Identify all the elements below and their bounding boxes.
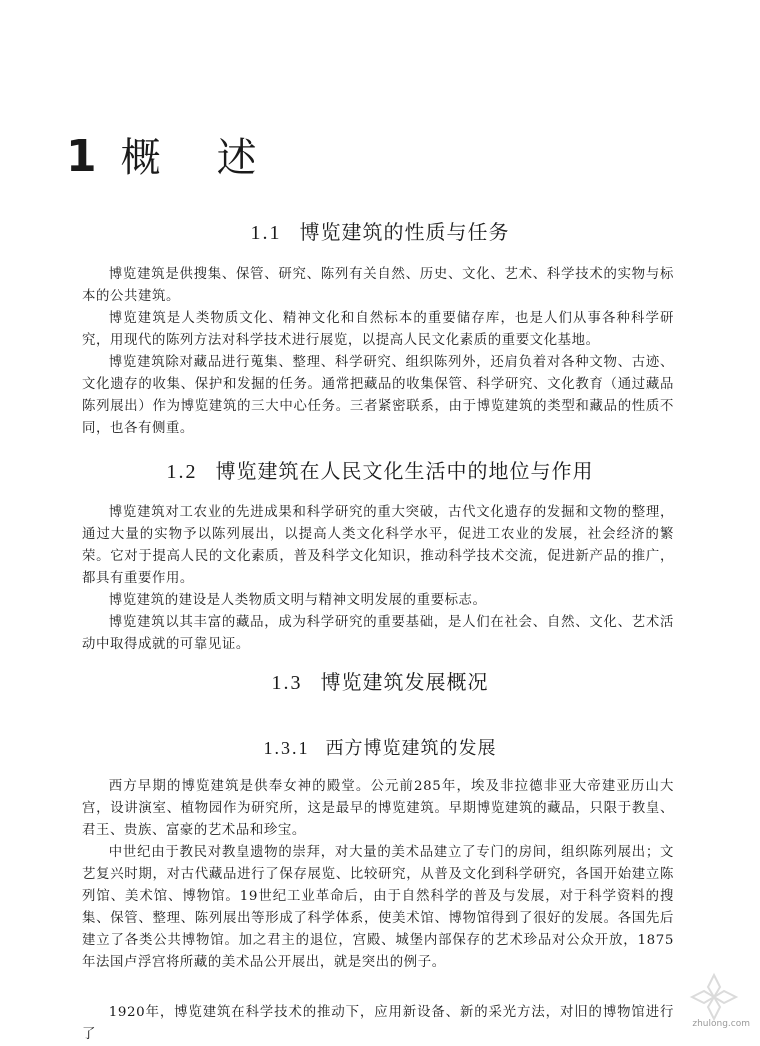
- section-title: 博览建筑的性质与任务: [299, 220, 510, 244]
- section-number: 1.2: [166, 461, 198, 483]
- paragraph: 博览建筑的建设是人类物质文明与精神文明发展的重要标志。: [108, 593, 487, 608]
- section-1-2-heading: [0, 455, 760, 484]
- chapter-number: 1: [66, 131, 97, 182]
- paragraph: 博览建筑是供搜集、保管、研究、陈列有关自然、历史、文化、艺术、科学技术的实物与标本的公共建筑。: [82, 267, 674, 304]
- watermark-text: zhulong.com: [692, 1019, 750, 1029]
- section-title: 博览建筑在人民文化生活中的地位与作用: [215, 459, 594, 483]
- section-title: 博览建筑发展概况: [320, 670, 489, 694]
- section-1-3-1-heading: [0, 734, 760, 760]
- paragraph: 博览建筑是人类物质文化、精神文化和自然标本的重要储存库，也是人们从事各种科学研究，用现代的陈列方法对科学技术进行展览，以提高人民文化素质的重要文化基地。: [82, 311, 674, 348]
- watermark-logo-icon: [686, 969, 742, 1025]
- paragraph: 1920年，博览建筑在科学技术的推动下，应用新设备、新的采光方法，对旧的博物馆进行了: [82, 1005, 674, 1042]
- paragraph: 博览建筑以其丰富的藏品，成为科学研究的重要基础，是人们在社会、自然、文化、艺术活动中取得成就的可靠见证。: [82, 615, 674, 652]
- section-title: 西方博览建筑的发展: [325, 738, 497, 759]
- chapter-heading: [66, 126, 257, 183]
- section-number: 1.3: [271, 672, 303, 694]
- section-number: 1.1: [250, 222, 282, 244]
- paragraph: 中世纪由于教民对教皇遗物的崇拜，对大量的美术品建立了专门的房间，组织陈列展出；文艺复兴时期，对古代藏品进行了保存展览、比较研究，从普及文化到科学研究，各国开始建立陈列馆、美术馆、博物馆。19世纪工业革命后，由于自然科学的普及与发展，对于科学资料的搜集、保管、整理、陈列展出等形成了科学体系，使美术馆、博物馆得到了很好的发展。各国先后建立了各类公共博物馆。加之君主的退位，宫殿、城堡内部保存的艺术珍品对公众开放，1875年法国卢浮宫将所藏的美术品公开展出，就是突出的例子。: [82, 845, 674, 970]
- paragraph: 西方早期的博览建筑是供奉女神的殿堂。公元前285年，埃及非拉德非亚大帝建亚历山大宫，设讲演室、植物园作为研究所，这是最早的博览建筑。早期博览建筑的藏品，只限于教皇、君王、贵族、富豪的艺术品和珍宝。: [82, 779, 674, 838]
- chapter-title-part-a: 概: [120, 135, 161, 181]
- paragraph: 博览建筑对工农业的先进成果和科学研究的重大突破，古代文化遗存的发掘和文物的整理，通过大量的实物予以陈列展出，以提高人类文化科学水平，促进工农业的发展，社会经济的繁荣。它对于提高人民的文化素质，普及科学文化知识，推动科学技术交流，促进新产品的推广，都具有重要作用。: [82, 505, 674, 586]
- section-1-1-heading: [0, 216, 760, 245]
- chapter-title-part-b: 述: [216, 135, 257, 181]
- section-number: 1.3.1: [263, 738, 310, 758]
- section-1-3-heading: [0, 666, 760, 695]
- paragraph: 博览建筑除对藏品进行蒐集、整理、科学研究、组织陈列外，还肩负着对各种文物、古迹、文化遗存的收集、保护和发掘的任务。通常把藏品的收集保管、科学研究、文化教育（通过藏品陈列展出）作为博览建筑的三大中心任务。三者紧密联系，由于博览建筑的类型和藏品的性质不同，也各有侧重。: [82, 355, 674, 436]
